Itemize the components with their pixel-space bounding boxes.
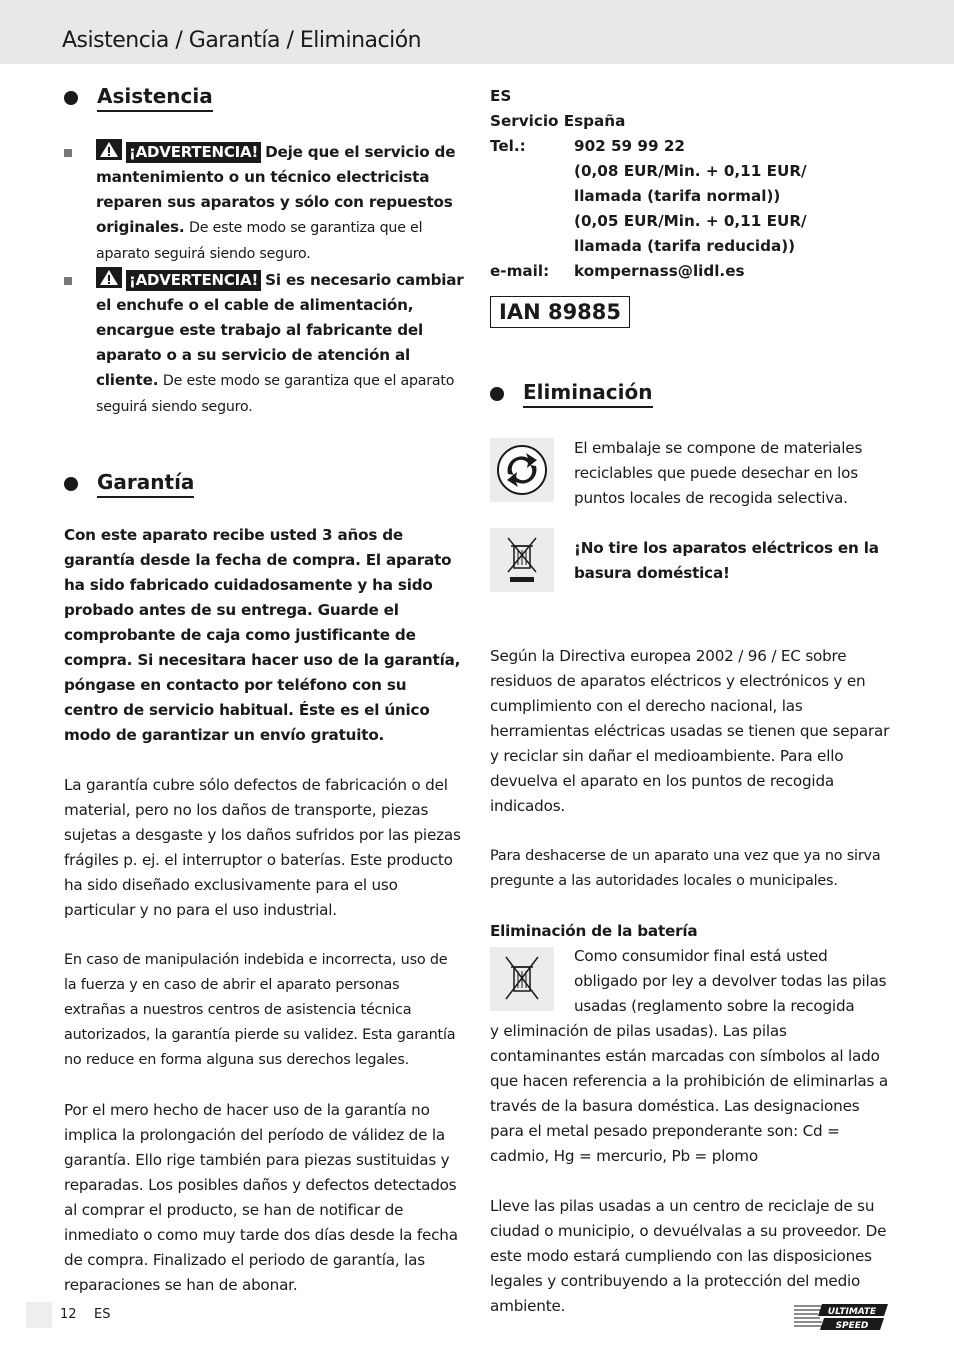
page-number: 12 (60, 1307, 77, 1322)
bullet-dot-icon (64, 91, 78, 105)
section-title: Eliminación (523, 380, 653, 408)
footer-language: ES (94, 1307, 111, 1322)
warning-item-1 (64, 139, 464, 267)
battery-para-2: Lleve las pilas usadas a un centro de reciclaje de su ciudad o municipio, o devuélvalas a su proveedor. De este modo estará cumpliendo con las disposiciones legales y contribuyendo a la protección del medio ambiente. (490, 1197, 887, 1315)
section-eliminacion-heading (490, 380, 892, 408)
warning-text-bold: Deje que el servicio de mantenimiento o un técnico electricista reparen sus aparatos y sólo con repuestos originales. (96, 143, 456, 236)
service-tariff-2a: (0,05 EUR/Min. + 0,11 EUR/ (574, 212, 807, 230)
eliminacion-para-2: Para deshacerse de un aparato una vez que ya no sirva pregunte a las autoridades locales o municipales. (490, 848, 881, 889)
svg-text:ULTIMATE: ULTIMATE (827, 1307, 877, 1317)
garantia-para-3: Por el mero hecho de hacer uso de la garantía no implica la prolongación del período de válidez de la garantía. Ello rige también para piezas sustituidas y reparadas. Los posibles daños y defectos detectados al comprar el producto, se han de notificar de inmediato o como muy tarde dos días desde la fecha de compra. Finalizado el periodo de garantía, las reparaciones se han de abonar. (64, 1101, 458, 1294)
section-title: Garantía (97, 470, 194, 498)
service-tariff-1b: llamada (tarifa normal)) (574, 187, 781, 205)
crossed-out-bin-icon (490, 528, 554, 592)
service-tel: Tel.: 902 59 99 22 (490, 137, 685, 155)
battery-title: Eliminación de la batería (490, 922, 698, 940)
square-bullet-icon (64, 149, 72, 157)
warning-text: De este modo se garantiza que el aparato seguirá siendo seguro. (96, 373, 455, 415)
ian-number-box: IAN 89885 (490, 296, 630, 328)
crossed-out-bin-icon (490, 947, 554, 1011)
page-title: Asistencia / Garantía / Eliminación (62, 28, 422, 53)
warning-item-2 (64, 267, 464, 420)
left-column (64, 84, 464, 1298)
weee-warning: ¡No tire los aparatos eléctricos en la basura doméstica! (574, 539, 879, 582)
battery-icon-block (490, 944, 892, 1019)
right-column (490, 84, 892, 1319)
service-name: Servicio España (490, 112, 626, 130)
service-country: ES (490, 87, 512, 105)
bullet-dot-icon (490, 387, 504, 401)
warning-triangle-icon (96, 139, 122, 160)
eliminacion-icons-block (490, 426, 892, 616)
eliminacion-para-1: Según la Directiva europea 2002 / 96 / EC sobre residuos de aparatos eléctricos y electrónicos y en cumplimiento con el derecho nacional, las herramientas eléctricas usadas se tienen que separar y reciclar sin dañar el medioambiente. Para ello devuelva el aparato en los puntos de recogida indicados. (490, 647, 890, 815)
garantia-intro: Con este aparato recibe usted 3 años de garantía desde la fecha de compra. El aparato ha sido fabricado cuidadosamente y ha sido probado antes de su entrega. Guarde el comprobante de caja como justificante de compra. Si necesitara hacer uso de la garantía, póngase en contacto por teléfono con su centro de servicio habitual. Éste es el único modo de garantizar un envío gratuito. (64, 526, 461, 744)
warning-text: De este modo se garantiza que el aparato seguirá siendo seguro. (96, 220, 423, 262)
garantia-para-2: En caso de manipulación indebida e incorrecta, uso de la fuerza y en caso de abrir el aparato personas extrañas a nuestros centros de asistencia técnica autorizados, la garantía pierde su validez. Esta garantía no reduce en forma alguna sus derechos legales. (64, 952, 456, 1068)
warning-triangle-icon (96, 267, 122, 288)
svg-text:SPEED: SPEED (835, 1321, 869, 1331)
section-title: Asistencia (97, 84, 213, 112)
section-asistencia-heading (64, 84, 464, 112)
brand-logo (790, 1302, 890, 1332)
bullet-dot-icon (64, 477, 78, 491)
battery-text-beside: Como consumidor final está usted obligado por ley a devolver todas las pilas usadas (reglamento sobre la recogida (574, 947, 887, 1015)
green-dot-recycling-icon (490, 438, 554, 502)
footer-marker (26, 1302, 52, 1328)
packaging-text: El embalaje se compone de materiales reciclables que puede desechar en los puntos locales de recogida selectiva. (574, 439, 863, 507)
service-tariff-1a: (0,08 EUR/Min. + 0,11 EUR/ (574, 162, 807, 180)
square-bullet-icon (64, 277, 72, 285)
garantia-para-1: La garantía cubre sólo defectos de fabricación o del material, pero no los daños de transporte, piezas sujetas a desgaste y los daños sufridos por las piezas frágiles p. ej. el interruptor o baterías. Este producto ha sido diseñado exclusivamente para el uso particular y no para el uso industrial. (64, 776, 461, 919)
section-garantia-heading (64, 470, 464, 498)
warning-label: ¡ADVERTENCIA! (126, 142, 261, 163)
battery-text: y eliminación de pilas usadas). Las pilas contaminantes están marcadas con símbolos al lado que hacen referencia a la prohibición de eliminarlas a través de la basura doméstica. Las designaciones para el metal pesado preponderante son: Cd = cadmio, Hg = mercurio, Pb = plomo (490, 1022, 888, 1165)
service-tariff-2b: llamada (tarifa reducida)) (574, 237, 796, 255)
warning-text-bold: Si es necesario cambiar el enchufe o el cable de alimentación, encargue este trabajo al fabricante del aparato o a su servicio de atención al cliente. (96, 271, 464, 389)
warning-label: ¡ADVERTENCIA! (126, 270, 261, 291)
service-email: e-mail: kompernass@lidl.es (490, 262, 745, 280)
